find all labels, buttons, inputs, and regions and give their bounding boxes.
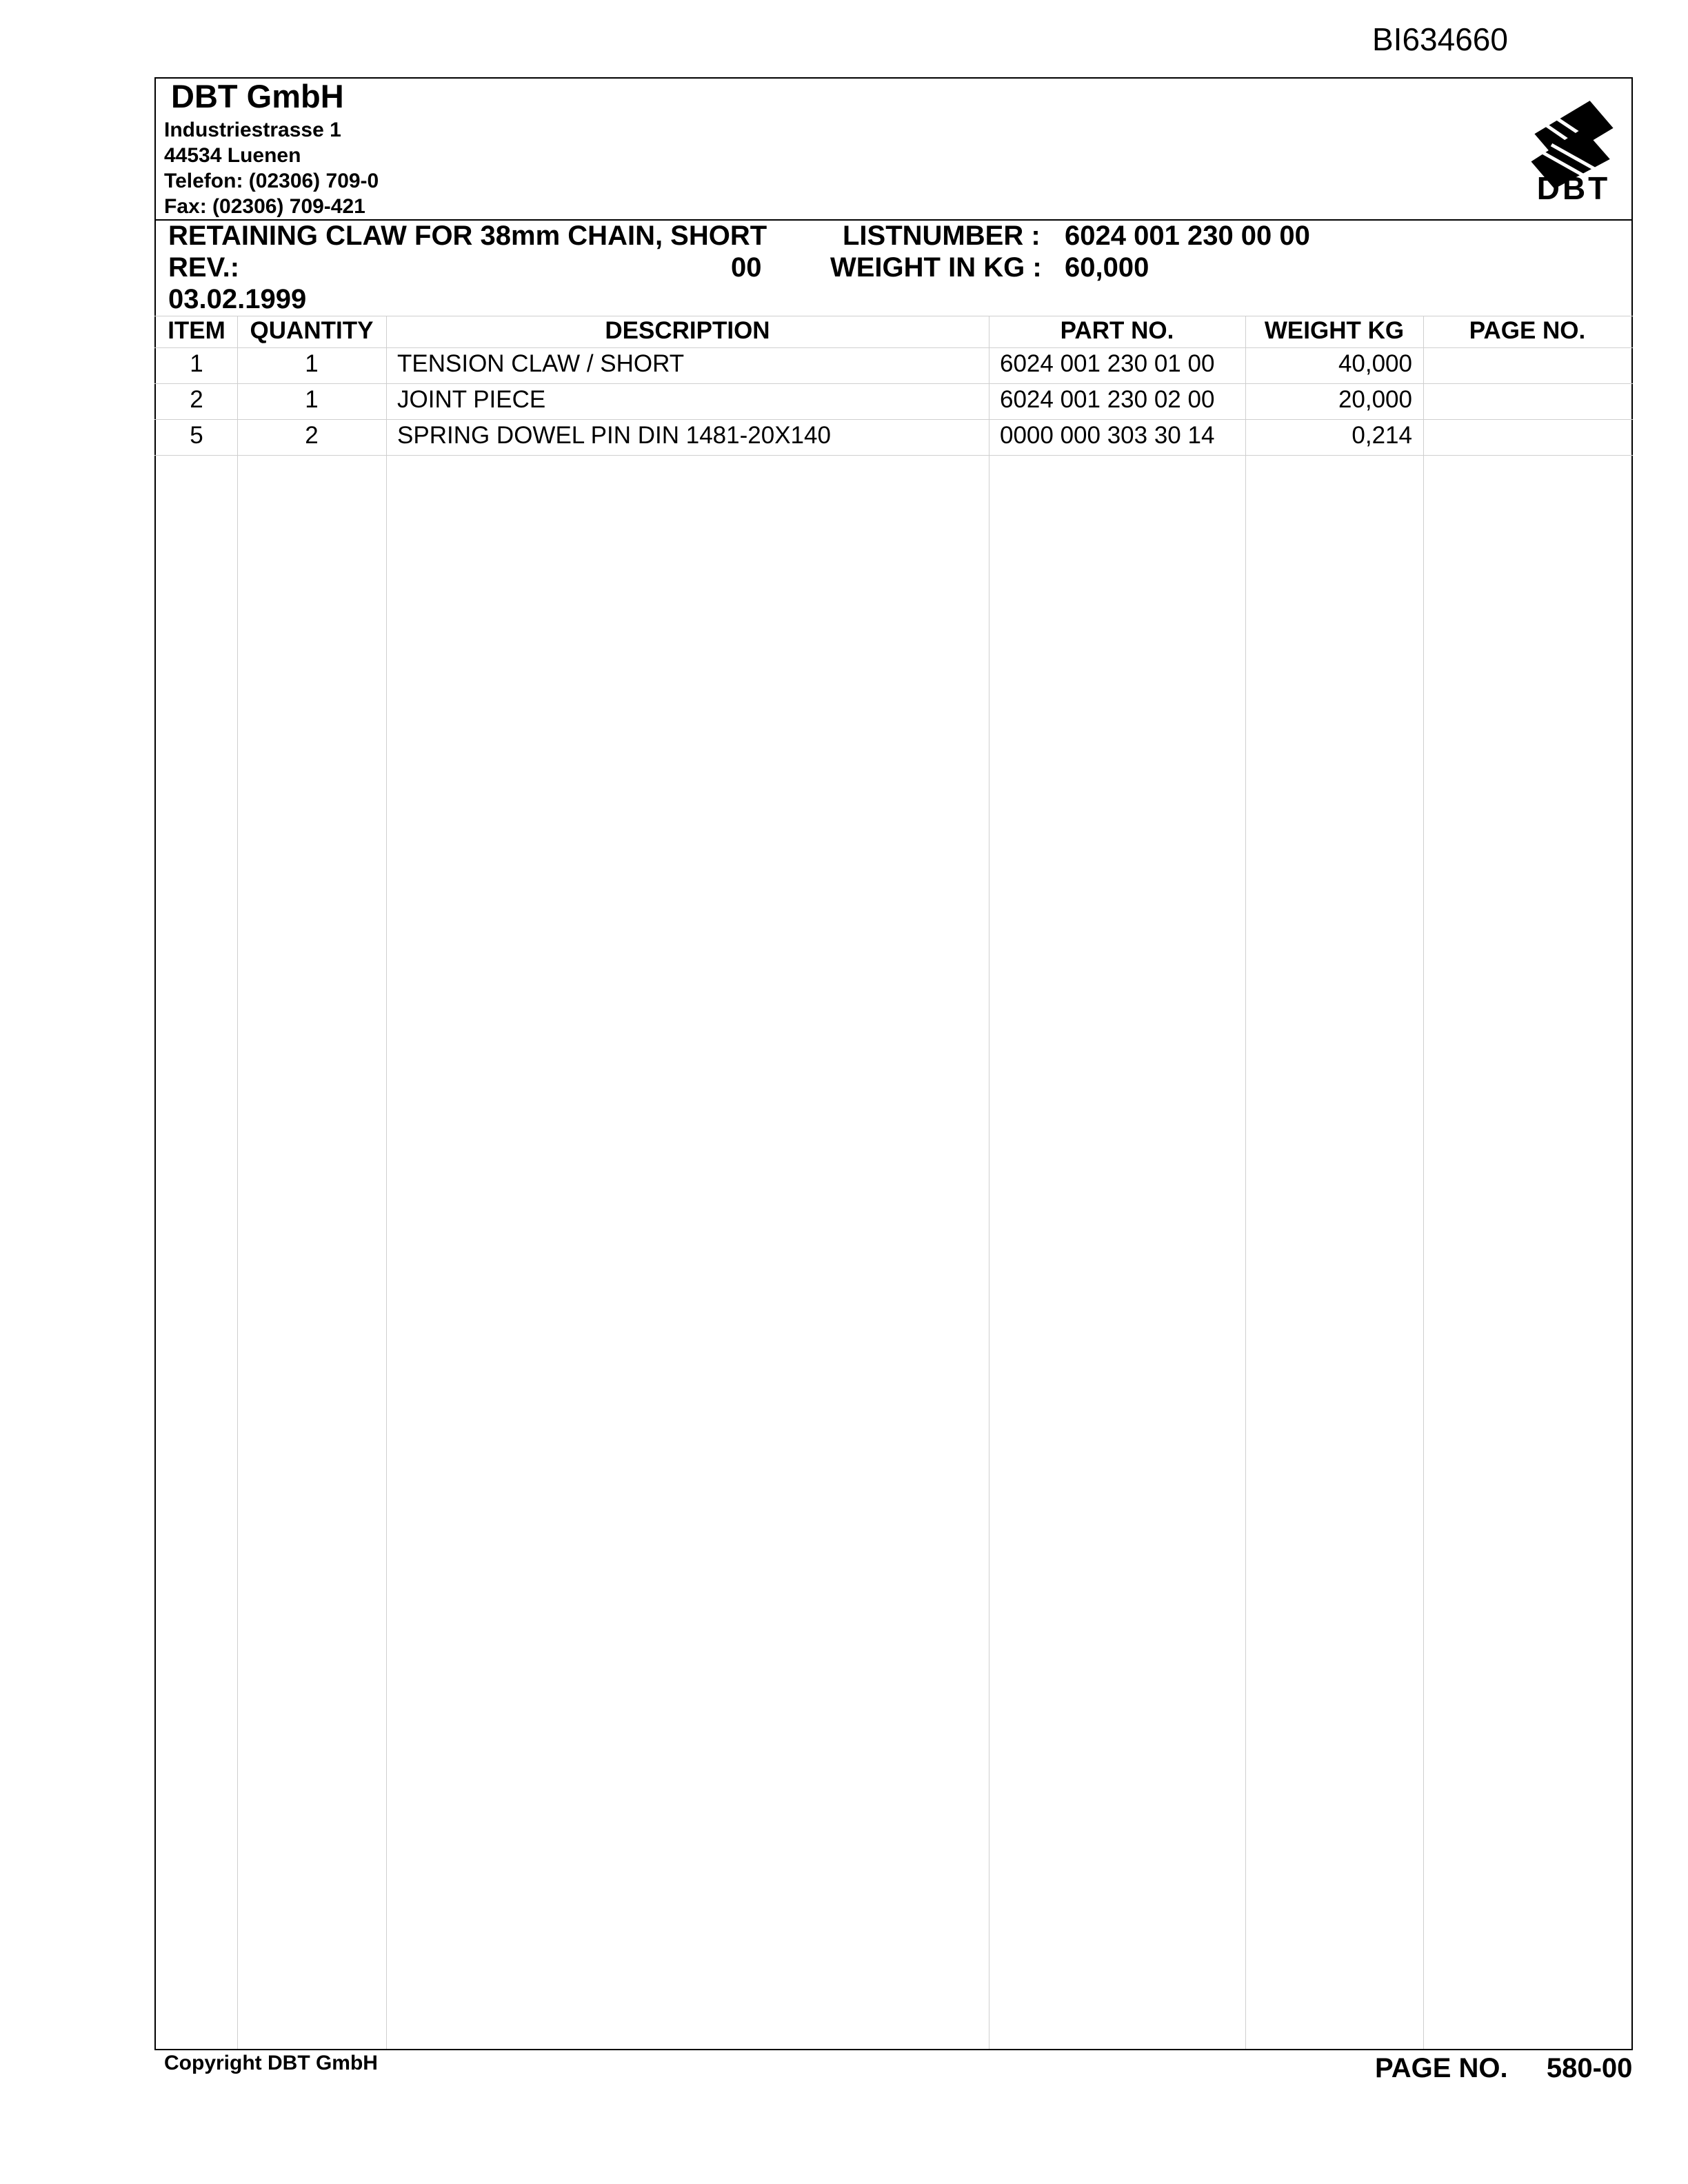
table-cell-item: 5 <box>190 422 203 449</box>
listnumber-value: 6024 001 230 00 00 <box>1065 221 1310 251</box>
table-cell-part-no: 6024 001 230 01 00 <box>1000 350 1215 377</box>
table-cell-part-no: 6024 001 230 02 00 <box>1000 386 1215 413</box>
company-city: 44534 Luenen <box>164 144 301 167</box>
column-header-weight: WEIGHT KG <box>1264 317 1405 344</box>
column-divider <box>237 316 238 2049</box>
table-cell-weight: 40,000 <box>1338 350 1412 377</box>
table-row-line <box>154 419 1633 420</box>
copyright: Copyright DBT GmbH <box>164 2052 378 2074</box>
column-divider <box>1423 316 1424 2049</box>
table-cell-description: JOINT PIECE <box>397 386 546 413</box>
document-id: BI634660 <box>1372 21 1508 57</box>
rev-value: 00 <box>731 252 762 283</box>
company-phone: Telefon: (02306) 709-0 <box>164 170 379 192</box>
table-cell-weight: 0,214 <box>1352 422 1412 449</box>
company-fax: Fax: (02306) 709-421 <box>164 195 365 218</box>
column-header-description: DESCRIPTION <box>605 317 770 344</box>
company-name: DBT GmbH <box>171 78 344 114</box>
table-cell-description: SPRING DOWEL PIN DIN 1481-20X140 <box>397 422 831 449</box>
column-header-quantity: QUANTITY <box>250 317 374 344</box>
document-date: 03.02.1999 <box>168 284 307 314</box>
page-number-value: 580-00 <box>1546 2053 1633 2083</box>
column-divider <box>386 316 387 2049</box>
dbt-logo <box>1524 97 1620 207</box>
column-header-page: PAGE NO. <box>1469 317 1586 344</box>
listnumber-label: LISTNUMBER : <box>843 221 1041 251</box>
table-cell-item: 1 <box>190 350 203 377</box>
table-cell-part-no: 0000 000 303 30 14 <box>1000 422 1215 449</box>
column-header-item: ITEM <box>168 317 225 344</box>
page-number <box>1375 2053 1632 2084</box>
column-divider <box>1245 316 1246 2049</box>
page-number-label: PAGE NO. <box>1375 2053 1508 2083</box>
table-header-line <box>154 347 1633 348</box>
weight-value: 60,000 <box>1065 252 1149 283</box>
table-cell-quantity: 2 <box>305 422 319 449</box>
weight-label: WEIGHT IN KG : <box>830 252 1042 283</box>
logo-text: DBT <box>1536 170 1611 206</box>
table-cell-description: TENSION CLAW / SHORT <box>397 350 685 377</box>
column-header-part-no: PART NO. <box>1060 317 1174 344</box>
table-row-line <box>154 383 1633 384</box>
table-row-line <box>154 455 1633 456</box>
company-street: Industriestrasse 1 <box>164 119 341 141</box>
table-cell-quantity: 1 <box>305 350 319 377</box>
table-cell-item: 2 <box>190 386 203 413</box>
table-cell-quantity: 1 <box>305 386 319 413</box>
document-title: RETAINING CLAW FOR 38mm CHAIN, SHORT <box>168 221 767 251</box>
table-cell-weight: 20,000 <box>1338 386 1412 413</box>
rev-label: REV.: <box>168 252 240 283</box>
